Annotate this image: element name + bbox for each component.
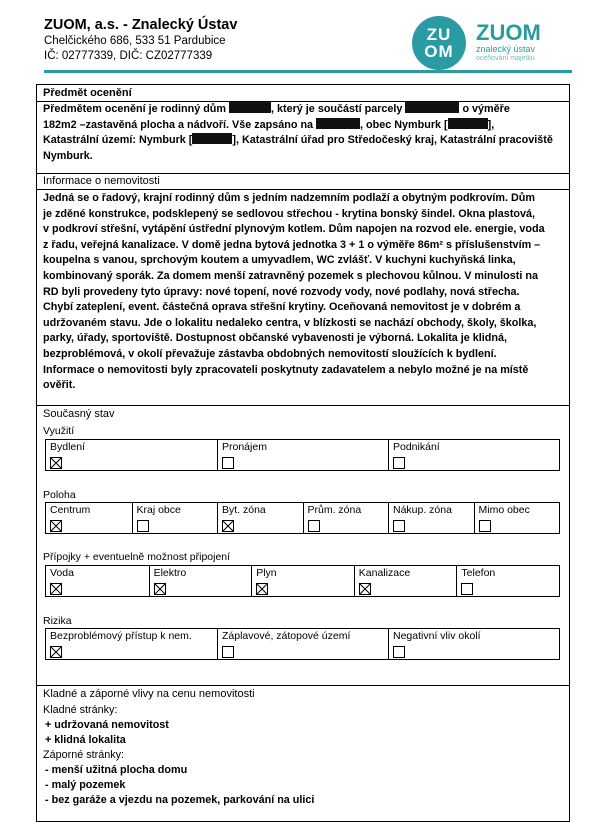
- checkbox-label: Negativní vliv okolí: [393, 630, 481, 642]
- checkbox-cell: [303, 503, 389, 533]
- checkbox-cell: [388, 440, 559, 470]
- checkbox-cell: [46, 440, 217, 470]
- checkbox-label: Telefon: [461, 567, 496, 579]
- group-label-poloha: Poloha: [43, 489, 76, 501]
- predmet-text: Předmětem ocenění je rodinný dům , který je součástí parcely o výměře 182m2 –zastavěná plocha a nádvoří. Vše zapsáno na , obec Nymburk [ ], Katastrální území: Nymburk [ ], Katastrální úřad pro Středočeský kraj, Katastrální pracoviště Nymburk.: [43, 103, 553, 162]
- checkbox-cell: [388, 503, 474, 533]
- zaporne-label: Záporné stránky:: [43, 749, 125, 761]
- checkbox-label: Voda: [50, 567, 74, 579]
- checkbox-label: Centrum: [50, 504, 91, 516]
- section-title-informace: Informace o nemovitosti: [43, 175, 160, 187]
- checked-box-icon[interactable]: [359, 583, 371, 595]
- logo-tagline: oceňování majetku: [476, 55, 535, 62]
- text-line: bezproblémová, v okolí převažuje zástavba obdobných nemovitostí sloužících k bydlení.: [43, 347, 497, 360]
- empty-box-icon[interactable]: [137, 520, 149, 532]
- checkbox-cell: [388, 629, 559, 659]
- redaction: [316, 118, 360, 129]
- report-frame: [36, 84, 570, 822]
- text-line: Informace o nemovitosti byly zpracovateli poskytnuty zadavatelem a nebylo možné je na místě: [43, 363, 529, 376]
- checkbox-cell: [354, 566, 457, 596]
- text-line: je zděné konstrukce, podsklepený se sedlovou střechou - krytina bonský šindel. Okna plastová,: [43, 207, 536, 220]
- checkbox-label: Bydlení: [50, 441, 86, 453]
- redaction: [229, 102, 271, 113]
- checkbox-cell: [46, 629, 217, 659]
- checkbox-cell: [251, 566, 354, 596]
- empty-box-icon[interactable]: [393, 646, 405, 658]
- section-title-soucasny: Současný stav: [43, 408, 115, 420]
- checked-box-icon[interactable]: [154, 583, 166, 595]
- empty-box-icon[interactable]: [308, 520, 320, 532]
- grid-rizika: [45, 628, 560, 660]
- list-item: - menší užitná plocha domu: [45, 764, 188, 776]
- company-name: ZUOM, a.s. - Znalecký Ústav: [44, 17, 238, 33]
- checkbox-cell: [474, 503, 560, 533]
- checked-box-icon[interactable]: [50, 646, 62, 658]
- checkbox-cell: [149, 566, 252, 596]
- text-line: kombinovaný sporák. Za domem menší zatravněný pozemek s plechovou kůlnou. V minulosti na: [43, 269, 538, 282]
- checkbox-cell: [217, 440, 388, 470]
- redaction: [192, 133, 232, 144]
- list-item: + udržovaná nemovitost: [45, 719, 169, 731]
- checkbox-label: Plyn: [256, 567, 277, 579]
- group-label-vyuziti: Využití: [43, 425, 75, 437]
- logo-word: ZUOM: [476, 20, 541, 45]
- empty-box-icon[interactable]: [222, 457, 234, 469]
- section-vlivy: [37, 685, 569, 806]
- logo-mark-icon: ZU OM: [412, 16, 466, 70]
- list-item: - bez garáže a vjezdu na pozemek, parkování na ulici: [45, 794, 315, 806]
- checkbox-label: Prům. zóna: [307, 504, 362, 516]
- checkbox-label: Elektro: [153, 567, 187, 579]
- section-title-predmet: Předmět ocenění: [43, 87, 132, 99]
- redaction: [405, 102, 459, 113]
- checkbox-cell: [46, 503, 132, 533]
- checkbox-label: Mimo obec: [478, 504, 530, 516]
- checkbox-cell: [132, 503, 218, 533]
- text-line: koupelna s vanou, sprchovým koutem a umyvadlem, WC zvlášť. V kuchyni kuchyňská linka,: [43, 254, 516, 267]
- text-line: ověřit.: [43, 379, 76, 392]
- group-label-pripojky: Přípojky + eventuelně možnost připojení: [43, 551, 231, 563]
- header-divider: [44, 70, 572, 73]
- empty-box-icon[interactable]: [461, 583, 473, 595]
- text-line: udržovaném stavu. Jde o lokalitu nedaleko centra, v blízkosti se nachází obchody, školy, školka,: [43, 316, 537, 329]
- section-soucasny-stav: [37, 405, 569, 642]
- checkbox-cell: [217, 629, 388, 659]
- checkbox-label: Kanalizace: [358, 567, 411, 579]
- redaction: [448, 118, 488, 129]
- checkbox-cell: [46, 566, 149, 596]
- checked-box-icon[interactable]: [256, 583, 268, 595]
- company-ids: IČ: 02777339, DIČ: CZ02777339: [44, 50, 213, 62]
- checkbox-label: Bezproblémový přístup k nem.: [50, 630, 192, 642]
- section-informace: [37, 173, 569, 392]
- checked-box-icon[interactable]: [50, 583, 62, 595]
- checked-box-icon[interactable]: [50, 457, 62, 469]
- checkbox-label: Pronájem: [222, 441, 267, 453]
- grid-poloha: [45, 502, 560, 534]
- checked-box-icon[interactable]: [50, 520, 62, 532]
- zuom-logo: [412, 16, 582, 70]
- text-line: RD byli provedeny tyto úpravy: nové topení, nové rozvody vody, nové podlahy, nová střecha.: [43, 285, 520, 298]
- checkbox-label: Podnikání: [393, 441, 440, 453]
- group-label-rizika: Rizika: [43, 615, 72, 627]
- text-line: Jedná se o řadový, krajní rodinný dům s jedním nadzemním podlaží a obytným podkrovím. Dům: [43, 192, 535, 204]
- empty-box-icon[interactable]: [393, 520, 405, 532]
- checkbox-label: Nákup. zóna: [393, 504, 452, 516]
- checkbox-cell: [217, 503, 303, 533]
- checked-box-icon[interactable]: [222, 520, 234, 532]
- empty-box-icon[interactable]: [393, 457, 405, 469]
- grid-vyuziti: [45, 439, 560, 471]
- list-item: - malý pozemek: [45, 779, 126, 791]
- empty-box-icon[interactable]: [222, 646, 234, 658]
- section-title-vlivy: Kladné a záporné vlivy na cenu nemovitosti: [43, 688, 255, 700]
- grid-pripojky: [45, 565, 560, 597]
- list-item: + klidná lokalita: [45, 734, 126, 746]
- empty-box-icon[interactable]: [479, 520, 491, 532]
- logo-subtitle: znalecký ústav: [476, 44, 536, 54]
- checkbox-label: Byt. zóna: [222, 504, 266, 516]
- text-line: parky, úřady, sportoviště. Dostupnost občanské vybavenosti je výborná. Lokalita je klidná,: [43, 332, 508, 345]
- text-line: Chybí zateplení, event. částečná oprava střešní krytiny. Oceňovaná nemovitost je v dobrém a: [43, 301, 521, 314]
- text-line: z řadu, veřejná kanalizace. V domě jedna bytová jednotka 3 + 1 o výměře 86m² s příslušenstvím –: [43, 238, 541, 251]
- kladne-label: Kladné stránky:: [43, 704, 118, 716]
- company-address: Chelčického 686, 533 51 Pardubice: [44, 35, 226, 47]
- checkbox-label: Kraj obce: [136, 504, 181, 516]
- checkbox-label: Záplavové, zátopové území: [222, 630, 351, 642]
- text-line: v podkroví střešní, vytápění ústřední plynovým kotlem. Dům napojen na rozvod ele. energie, voda: [43, 223, 545, 236]
- informace-text: [43, 191, 561, 394]
- checkbox-cell: [456, 566, 559, 596]
